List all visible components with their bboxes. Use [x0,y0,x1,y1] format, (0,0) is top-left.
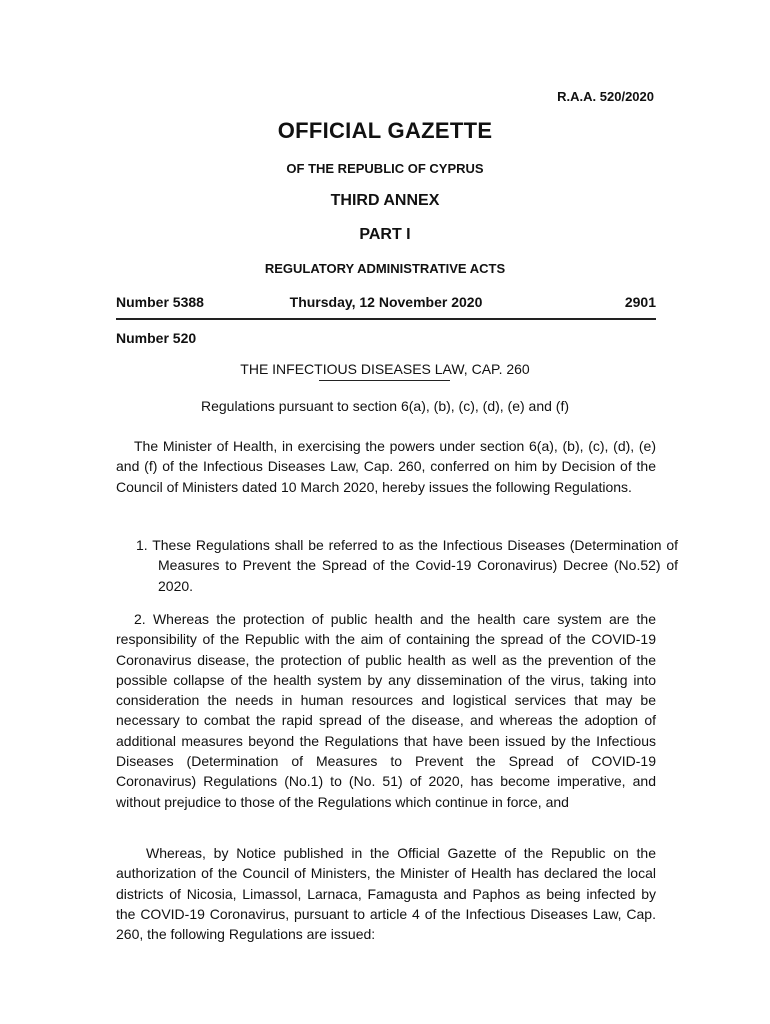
issue-number: Number 5388 [116,294,204,310]
annex-heading: THIRD ANNEX [330,192,440,209]
issue-date: Thursday, 12 November 2020 [289,294,483,310]
section-heading: REGULATORY ADMINISTRATIVE ACTS [264,261,506,276]
raa-reference: R.A.A. 520/2020 [557,89,654,104]
page-number: 2901 [624,294,656,310]
law-title: THE INFECTIOUS DISEASES LAW, CAP. 260 [240,361,530,377]
regulation-item-2: 2. Whereas the protection of public health and the health care system are the responsibility of the Republic with the aim of containing the spread of the COVID-19 Coronavirus disease, the protection of public health as well as the prevention of the possible collapse of the health system by any dissemination of the virus, taking into consideration the needs in human resources and logistical services that may be necessary to combat the rapid spread of the disease, and whereas the adoption of additional measures beyond the Regulations that have been issued by the Infectious Diseases (Determination of Measures to Prevent the Spread of COVID-19 Coronavirus) Regulations (No.1) to (No. 51) of 2020, has become imperative, and without prejudice to those of the Regulations which continue in force, and [116,611,656,810]
part-heading: PART I [359,226,411,243]
intro-paragraph: The Minister of Health, in exercising the powers under section 6(a), (b), (c), (d), (e) and (f) of the Infectious Diseases Law, Cap. 260, conferred on him by Decision of the Council of Ministers dated 10 March 2020, hereby issues the following Regulations. [116,438,656,495]
gazette-subtitle: OF THE REPUBLIC OF CYPRUS [286,161,484,176]
regulation-item-1: 1. These Regulations shall be referred to as the Infectious Diseases (Determination of Measures to Prevent the Spread of the Covid-19 Coronavirus) Decree (No.52) of 2020. [136,537,678,594]
gazette-title: OFFICIAL GAZETTE [277,118,493,143]
law-subtitle: Regulations pursuant to section 6(a), (b), (c), (d), (e) and (f) [200,398,570,414]
whereas-paragraph: Whereas, by Notice published in the Official Gazette of the Republic on the authorization of the Council of Ministers, the Minister of Health has declared the local districts of Nicosia, Limassol, Larnaca, Famagusta and Paphos as being infected by the COVID-19 Coronavirus, pursuant to article 4 of the Infectious Diseases Law, Cap. 260, the following Regulations are issued: [116,845,656,943]
issue-info-row [116,294,656,320]
regulation-number: Number 520 [116,330,197,346]
title-divider [319,380,450,381]
